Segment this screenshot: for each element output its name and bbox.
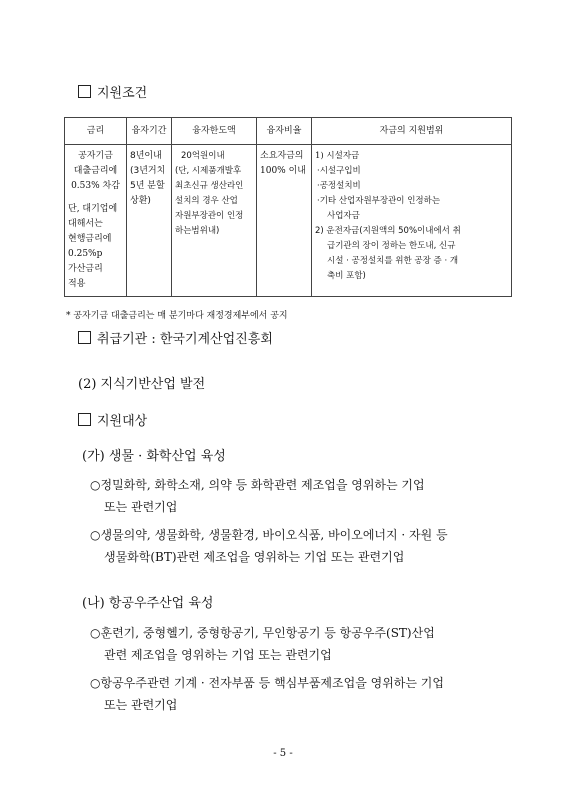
footnote: * 공자기금 대출금리는 매 분기마다 재정경제부에서 공지 [66, 311, 288, 321]
subheading-aerospace: (나) 항공우주산업 육성 [82, 596, 214, 611]
circle-bullet-icon: ○ [90, 626, 101, 640]
circle-bullet-icon: ○ [90, 676, 101, 690]
circle-bullet-icon: ○ [90, 478, 101, 492]
page-number: - 5 - [273, 748, 293, 759]
checkbox-square-icon [78, 331, 91, 344]
list-item: ○정밀화학, 화학소재, 의약 등 화학관련 제조업을 영위하는 기업 또는 관련기업 [90, 478, 425, 514]
cell-period: 8년이내 (3년거치 5년 분할 상환) [127, 145, 172, 297]
header-range: 자금의 지원범위 [312, 118, 512, 145]
cell-range: 1) 시설자금 ·시설구입비 ·공정설치비 ·기타 산업자원부장관이 인정하는 사업자금 2) 운전자금(지원액의 50%이내에서 취 급기관의 장이 정하는 한도내, 신규 시설 · 공정설치를 위한 공장 증 · 개 축비 포함) [312, 145, 512, 297]
section-title-knowledge-industry: (2) 지식기반산업 발전 [78, 377, 206, 392]
circle-bullet-icon: ○ [90, 528, 101, 542]
header-ratio: 융자비율 [257, 118, 312, 145]
conditions-table [64, 117, 512, 297]
list-item: ○훈련기, 중형헬기, 중형항공기, 무인항공기 등 항공우주(ST)산업 관련 제조업을 영위하는 기업 또는 관련기업 [90, 626, 435, 662]
cell-ratio: 소요자금의 100% 이내 [257, 145, 312, 297]
cell-rate: 공자기금 대출금리에 0.53% 차감 단, 대기업에 대해서는 현행금리에 0.25%p 가산금리 적용 [65, 145, 127, 297]
header-limit: 융자한도액 [172, 118, 257, 145]
section-heading-support-conditions: 지원조건 [78, 82, 147, 101]
table-row [65, 145, 512, 297]
checkbox-square-icon [78, 413, 91, 426]
checkbox-square-icon [78, 85, 91, 98]
list-item: ○항공우주관련 기계 · 전자부품 등 핵심부품제조업을 영위하는 기업 또는 관련기업 [90, 676, 444, 712]
table-header-row [65, 118, 512, 145]
cell-limit: 20억원이내 (단, 시제품개발후 최초신규 생산라인 설치의 경우 산업 자원부장관이 인정 하는범위내) [172, 145, 257, 297]
subheading-bio-chem: (가) 생물 · 화학산업 육성 [82, 449, 226, 464]
agency-line: 취급기관 : 한국기계산업진흥회 [78, 328, 273, 347]
header-rate: 금리 [65, 118, 127, 145]
header-period: 융자기간 [127, 118, 172, 145]
section-heading-target: 지원대상 [78, 410, 147, 429]
list-item: ○생물의약, 생물화학, 생물환경, 바이오식품, 바이오에너지 · 자원 등 생물화학(BT)관련 제조업을 영위하는 기업 또는 관련기업 [90, 528, 448, 564]
